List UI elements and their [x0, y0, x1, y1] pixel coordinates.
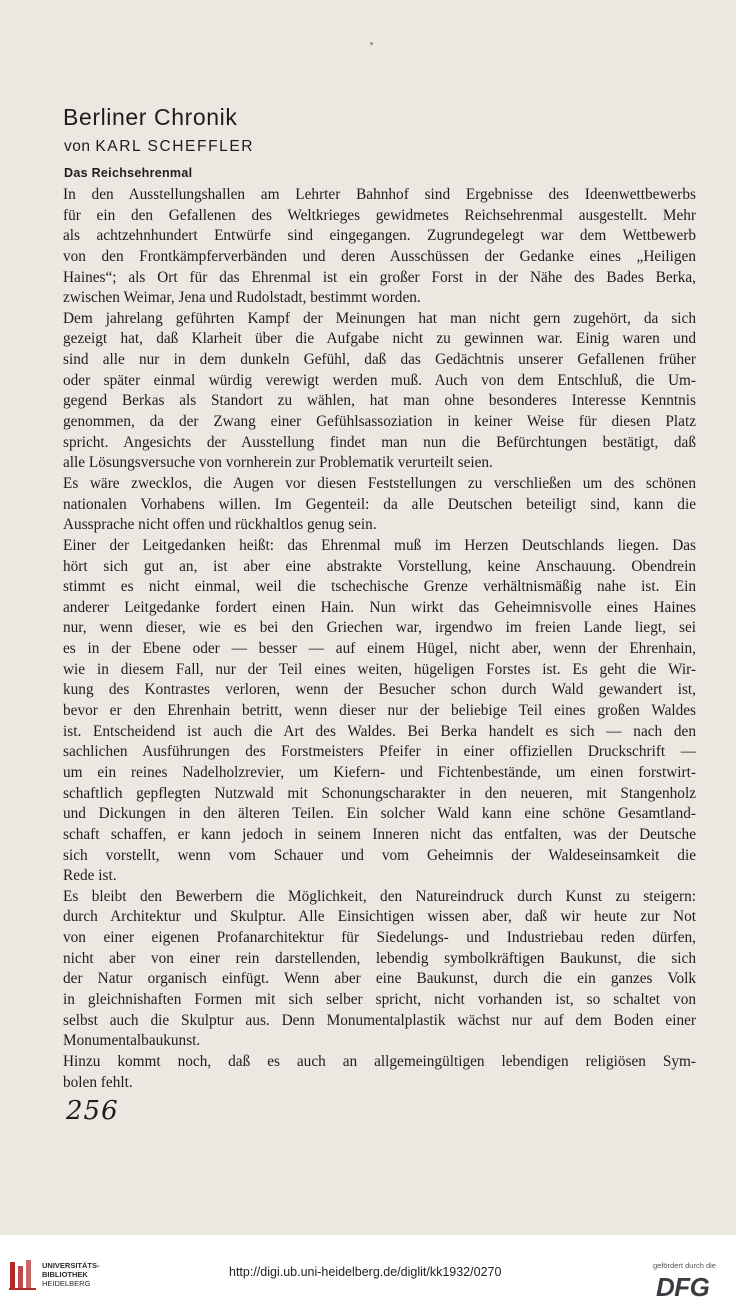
- body-text-line: oder später einmal würdig verewigt werden muß. Auch von dem Entschluß, die Um-: [63, 371, 696, 389]
- body-text-line: Aussprache nicht offen und rückhaltlos genug sein.: [63, 516, 377, 534]
- body-text-line: genommen, da der Zwang einer Gefühlsassoziation in keiner Weise für diesen Platz: [63, 413, 696, 431]
- body-text-line: nur, wenn dieser, wie es bei den Griechen war, irgendwo im freien Lande liegt, sei: [63, 619, 696, 637]
- body-text-line: gezeigt hat, daß Klarheit über die Aufgabe nicht zu gewinnen war. Einig waren und: [63, 330, 696, 348]
- body-text-line: bolen fehlt.: [63, 1073, 133, 1091]
- university-library-name: UNIVERSITÄTS- BIBLIOTHEK HEIDELBERG: [42, 1261, 100, 1288]
- byline: [64, 138, 254, 156]
- body-text-line: es in der Ebene oder — besser — auf einem Hügel, nicht aber, wenn der Ehrenhain,: [63, 640, 696, 658]
- body-text-line: kung des Kontrastes verloren, wenn der Besucher schon durch Wald gewandert ist,: [63, 681, 696, 699]
- article-title: Berliner Chronik: [63, 104, 238, 130]
- body-text-line: ist. Entscheidend ist auch die Art des Waldes. Bei Berka handelt es sich — nach den: [63, 722, 696, 740]
- body-text-line: zwischen Weimar, Jena und Rudolstadt, bestimmt worden.: [63, 289, 421, 307]
- document-url-link[interactable]: http://digi.ub.uni-heidelberg.de/diglit/kk1932/0270: [229, 1265, 502, 1279]
- body-text-line: als achtzehnhundert Entwürfe sind eingegangen. Zugrundegelegt war dem Wettbewerb: [63, 227, 696, 245]
- body-text-line: durch Architektur und Skulptur. Alle Einsichtigen wissen aber, daß wir heute zur Not: [63, 908, 696, 926]
- body-text-line: sind alle nur in dem dunkeln Gefühl, daß das Gedächtnis unserer Gefallenen früher: [63, 351, 696, 369]
- body-text-line: der Natur organisch einfügt. Wenn aber eine Baukunst, durch die ein ganzes Volk: [63, 970, 696, 988]
- body-text-line: in gleichnishaften Formen mit sich selber spricht, nicht vorhanden ist, so schaltet von: [63, 990, 696, 1008]
- article-body: [63, 185, 696, 1093]
- body-text-line: alle Lösungsversuche von vornherein zur Problematik verurteilt seien.: [63, 454, 493, 472]
- body-text-line: anderer Leitgedanke fordert einen Hain. Nun wirkt das Geheimnisvolle eines Haines: [63, 598, 696, 616]
- section-heading: Das Reichsehrenmal: [64, 166, 193, 180]
- byline-prefix: von: [64, 138, 91, 155]
- body-text-line: schaft schaffen, er kann jedoch in seinem Inneren nicht das entfalten, was der Deutsche: [63, 825, 696, 843]
- dfg-logo: DFG: [656, 1272, 710, 1302]
- body-text-line: Hinzu kommt noch, daß es auch an allgemeingültigen lebendigen religiösen Sym-: [63, 1052, 696, 1070]
- body-text-line: sachlichen Ausführungen des Forstmeisters Pfeifer in einer offiziellen Druckschrift —: [63, 743, 696, 761]
- body-text-line: für ein den Gefallenen des Weltkrieges gewidmetes Reichsehrenmal ausgestellt. Mehr: [63, 206, 696, 224]
- body-text-line: Es wäre zwecklos, die Augen vor diesen Feststellungen zu verschließen um des schönen: [63, 474, 696, 492]
- body-text-line: wie in diesem Fall, nur der Teil eines weiten, hügeligen Forstes ist. Es geht die Wir-: [63, 660, 696, 678]
- body-text-line: Einer der Leitgedanken heißt: das Ehrenmal muß im Herzen Deutschlands liegen. Das: [63, 536, 696, 554]
- body-text-line: hört sich gut an, ist aber eine abstrakte Vorstellung, keine Anschauung. Obendrein: [63, 557, 696, 575]
- funding-note: gefördert durch die: [653, 1261, 716, 1270]
- body-text-line: sich vorstellt, wenn vom Schauer und vom Geheimnis der Waldeseinsamkeit die: [63, 846, 696, 864]
- body-text-line: Monumentalbaukunst.: [63, 1032, 201, 1050]
- body-text-line: schaftlich gepflegten Nutzwald mit Schonungscharakter in den neueren, mit Stangenholz: [63, 784, 696, 802]
- body-text-line: nicht aber von einer rein darstellenden, lebendig symbolkräftigen Baukunst, die sich: [63, 949, 696, 967]
- body-text-line: gegend Berkas als Standort zu wählen, hat man ohne besonderes Interesse Kenntnis: [63, 392, 696, 410]
- body-text-line: In den Ausstellungshallen am Lehrter Bahnhof sind Ergebnisse des Ideenwettbewerbs: [63, 186, 696, 203]
- viewer-footer: [0, 1235, 736, 1306]
- body-text-line: spricht. Angesichts der Ausstellung findet man nun die Befürchtungen bestätigt, daß: [63, 433, 696, 451]
- body-text-line: Haines“; als Ort für das Ehrenmal ist ein großer Forst in der Nähe des Bades Berka,: [63, 268, 696, 286]
- body-text-line: bevor er den Ehrenhain betritt, wenn dieser nur der beliebige Teil eines großen Waldes: [63, 702, 696, 720]
- body-text-line: um ein reines Nadelholzrevier, um Kiefern- und Fichtenbestände, um einen forstwirt-: [63, 763, 696, 781]
- body-text-line: nationalen Vorhabens willen. Im Gegenteil: da alle Deutschen beteiligt sind, kann die: [63, 495, 696, 513]
- body-text-line: stimmt es nicht einmal, weil die tschechische Grenze verhältnismäßig nahe ist. Ein: [63, 578, 696, 596]
- body-text-line: Dem jahrelang geführten Kampf der Meinungen hat man nicht gern zugehört, da sich: [63, 309, 696, 327]
- page-number: 256: [66, 1096, 119, 1126]
- university-library-logo-icon: [8, 1258, 38, 1292]
- body-text-line: von einer eigenen Profanarchitektur für Siedelungs- und Industriebau reden dürfen,: [63, 929, 696, 947]
- author-name: KARL SCHEFFLER: [95, 138, 255, 155]
- body-text-line: und Dickungen in den älteren Teilen. Ein solcher Wald kann eine schöne Gesamtland-: [63, 805, 696, 823]
- body-text-line: selbst auch die Skulptur aus. Denn Monumentalplastik wächst nur auf dem Boden einer: [63, 1011, 696, 1029]
- body-text-line: Rede ist.: [63, 867, 117, 885]
- body-text-line: von den Frontkämpferverbänden und deren Ausschüssen der Gedanke eines „Heiligen: [63, 247, 696, 265]
- body-text-line: Es bleibt den Bewerbern die Möglichkeit, den Natureindruck durch Kunst zu steigern:: [63, 887, 696, 905]
- speck-mark: [370, 42, 373, 45]
